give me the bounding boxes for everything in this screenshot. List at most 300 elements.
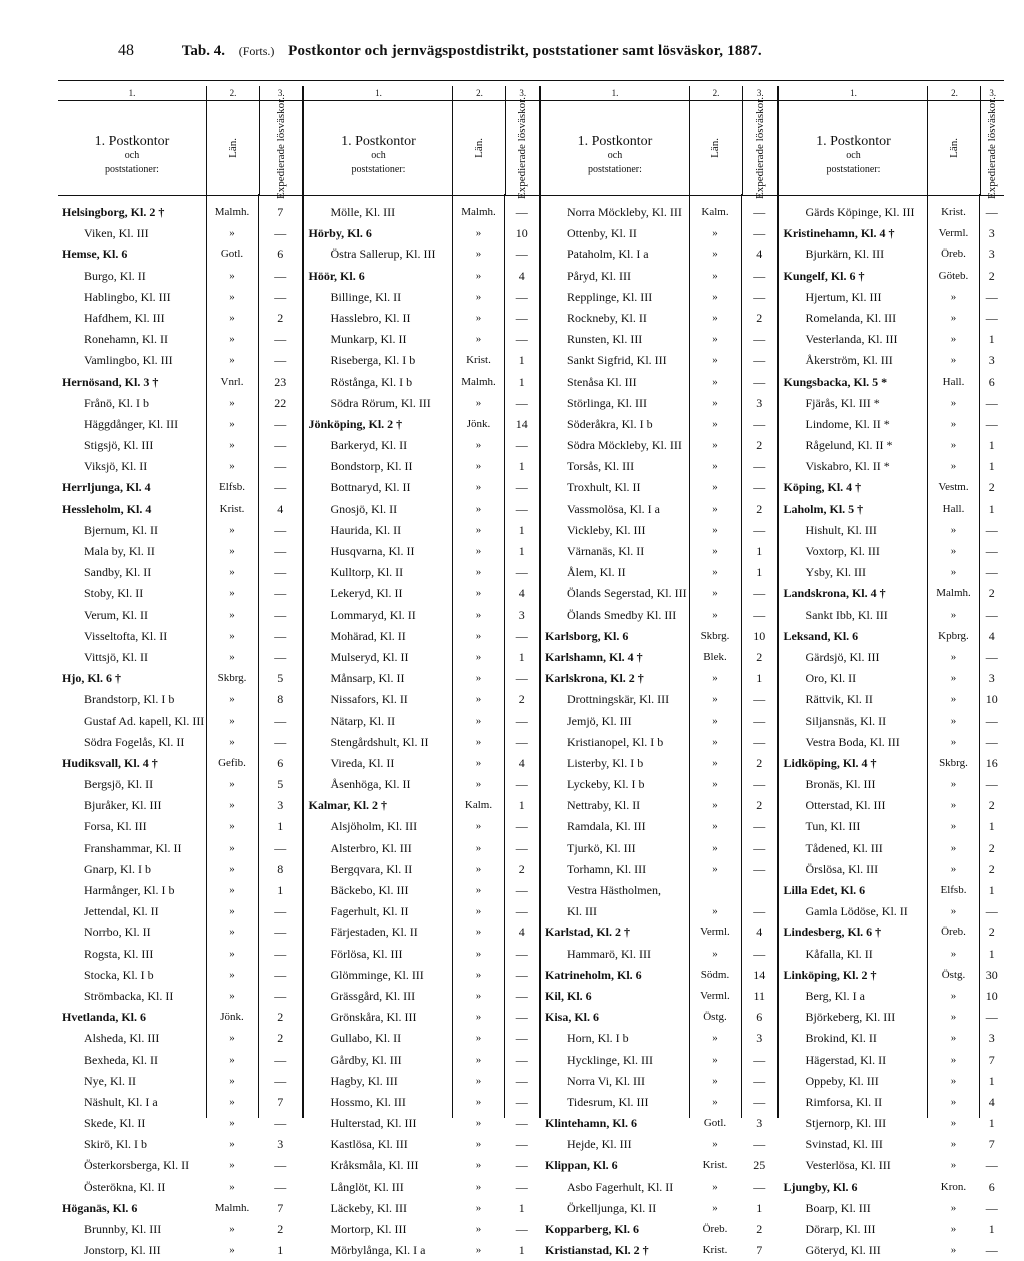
- table-row: [541, 414, 778, 435]
- table-row: [541, 901, 778, 922]
- station-name: Bäckebo, Kl. III: [330, 883, 409, 897]
- expedierade-cell: 10: [985, 988, 998, 1003]
- column-header: [58, 96, 302, 200]
- lan-cell: »: [712, 756, 718, 769]
- station-name: Höör, Kl. 6: [308, 268, 365, 283]
- table-row: [304, 1177, 539, 1198]
- lan-cell: »: [475, 1159, 482, 1172]
- lan-cell: »: [475, 650, 482, 663]
- expedierade-cell: 4: [988, 628, 995, 643]
- page-title: Postkontor och jernvägspostdistrikt, poststationer samt lösväskor, 1887.: [288, 43, 762, 59]
- table-row: [779, 308, 1004, 329]
- station-name: Rogsta, Kl. III: [84, 946, 154, 961]
- table-row: [779, 266, 1004, 287]
- expedierade-cell: —: [985, 1010, 998, 1025]
- lan-cell: »: [475, 672, 482, 685]
- lan-cell: Elfsb.: [940, 884, 967, 896]
- expedierade-cell: 16: [985, 755, 998, 770]
- lan-cell: »: [229, 354, 235, 367]
- table-row: [541, 308, 778, 329]
- table-row: [304, 1155, 539, 1176]
- lan-cell: Krist.: [219, 502, 245, 515]
- station-name: Kastlösa, Kl. III: [330, 1137, 408, 1152]
- lan-cell: »: [712, 248, 718, 261]
- lan-cell: »: [475, 481, 482, 494]
- lan-cell: »: [712, 502, 718, 515]
- lan-cell: Gefib.: [218, 756, 246, 769]
- station-name: Vestra Boda, Kl. III: [805, 734, 900, 749]
- station-name: Gärds Köpinge, Kl. III: [805, 205, 915, 219]
- table-row: [541, 816, 778, 837]
- table-row: [58, 816, 302, 837]
- lan-cell: »: [475, 502, 482, 515]
- lan-cell: »: [712, 1095, 718, 1108]
- expedierade-cell: 4: [518, 755, 525, 770]
- expedierade-cell: —: [985, 607, 998, 622]
- station-name: Månsarp, Kl. II: [330, 671, 405, 686]
- table-row: [779, 1134, 1004, 1155]
- table-row: [304, 244, 539, 265]
- lan-cell: »: [475, 778, 482, 791]
- expedierade-cell: 7: [756, 1243, 763, 1258]
- lan-cell: »: [950, 1138, 957, 1151]
- table-row: [58, 372, 302, 393]
- expedierade-cell: 1: [988, 438, 995, 453]
- table-row: [58, 1219, 302, 1240]
- station-name: Norra Vi, Kl. III: [566, 1073, 646, 1088]
- lan-cell: Krist.: [702, 1244, 728, 1257]
- station-name: Burgo, Kl. II: [84, 268, 146, 283]
- station-name: Listerby, Kl. I b: [566, 755, 644, 770]
- station-name: Pataholm, Kl. I a: [566, 247, 649, 262]
- lan-cell: »: [229, 439, 235, 452]
- station-name: Bjurkärn, Kl. III: [805, 247, 885, 262]
- expedierade-cell: —: [274, 480, 287, 495]
- table-row: [58, 1177, 302, 1198]
- lan-cell: »: [475, 884, 482, 896]
- table-row: [304, 986, 539, 1007]
- station-name: Karlskrona, Kl. 2 †: [544, 671, 644, 686]
- expedierade-cell: —: [753, 459, 766, 474]
- lan-cell: »: [475, 735, 482, 748]
- station-name: Rågelund, Kl. II *: [805, 438, 893, 453]
- lan-cell: »: [950, 1201, 957, 1214]
- station-name: Fjärås, Kl. III *: [805, 395, 880, 410]
- lan-cell: »: [950, 1011, 957, 1024]
- expedierade-cell: —: [274, 565, 287, 580]
- expedierade-cell: 5: [277, 777, 284, 792]
- lan-cell: »: [475, 545, 482, 557]
- expedierade-cell: —: [985, 289, 998, 304]
- station-name: Höganäs, Kl. 6: [62, 1200, 138, 1215]
- lan-cell: »: [950, 799, 957, 812]
- lan-cell: »: [229, 1138, 235, 1151]
- station-name: Brunnby, Kl. III: [84, 1222, 162, 1236]
- table-row: [779, 329, 1004, 350]
- expedierade-cell: 6: [988, 374, 995, 389]
- table-row: [779, 435, 1004, 456]
- table-row: [541, 774, 778, 795]
- lan-cell: »: [950, 1159, 957, 1172]
- table-row: [541, 287, 778, 308]
- expedierade-cell: 1: [988, 883, 995, 897]
- expedierade-cell: —: [753, 840, 766, 855]
- table-row: [541, 965, 778, 986]
- lan-cell: »: [475, 756, 482, 769]
- table-row: [304, 626, 539, 647]
- lan-cell: Jönk.: [466, 417, 491, 430]
- lan-cell: »: [950, 1223, 957, 1235]
- table-row: [304, 1007, 539, 1028]
- lan-cell: »: [475, 1223, 482, 1235]
- column-numbers: [779, 86, 1004, 101]
- page-number: 48: [118, 42, 134, 59]
- column-number: 2.: [206, 86, 259, 100]
- expedierade-cell: —: [515, 840, 528, 855]
- lan-cell: Öreb.: [941, 248, 966, 261]
- station-name: Köping, Kl. 4 †: [783, 480, 862, 495]
- table-row: [304, 350, 539, 371]
- lan-cell: Kalm.: [701, 206, 729, 218]
- expedierade-cell: —: [985, 777, 998, 792]
- station-name: Verum, Kl. II: [84, 607, 148, 622]
- lan-cell: »: [950, 693, 957, 706]
- header-expedierade-text: Expedierade lösväskor.: [753, 96, 766, 200]
- station-name: Hörby, Kl. 6: [308, 226, 372, 241]
- station-name: Sandby, Kl. II: [84, 565, 152, 580]
- lan-cell: »: [712, 841, 718, 854]
- expedierade-cell: —: [274, 607, 287, 622]
- station-name: Mölle, Kl. III: [330, 205, 396, 219]
- table-row: [304, 732, 539, 753]
- table-row: [779, 414, 1004, 435]
- expedierade-cell: —: [274, 840, 287, 855]
- table-row: [779, 1050, 1004, 1071]
- station-name: Horn, Kl. I b: [566, 1031, 629, 1046]
- station-name: Berg, Kl. I a: [805, 988, 865, 1003]
- expedierade-cell: —: [515, 819, 528, 834]
- station-name: Haurida, Kl. II: [330, 522, 402, 537]
- table-row: [541, 1155, 778, 1176]
- table-row: [779, 223, 1004, 244]
- expedierade-cell: —: [985, 1158, 998, 1173]
- table-column-block: [777, 86, 1004, 1258]
- lan-cell: »: [712, 523, 718, 536]
- lan-cell: »: [712, 799, 718, 812]
- station-name: Mulseryd, Kl. II: [330, 649, 409, 664]
- expedierade-cell: 2: [756, 755, 763, 770]
- table-row: [541, 880, 778, 901]
- station-name: Karlshamn, Kl. 4 †: [544, 649, 643, 664]
- table-row: [58, 965, 302, 986]
- table-row: [779, 816, 1004, 837]
- lan-cell: »: [229, 333, 235, 346]
- lan-cell: »: [229, 862, 235, 875]
- table-row: [304, 223, 539, 244]
- expedierade-cell: —: [515, 501, 528, 516]
- station-name: Alsterbro, Kl. III: [330, 840, 412, 855]
- table-row: [58, 605, 302, 626]
- expedierade-cell: 1: [988, 501, 995, 516]
- expedierade-cell: 1: [988, 459, 995, 474]
- lan-cell: »: [229, 1117, 235, 1130]
- expedierade-cell: —: [985, 395, 998, 410]
- header-text: och: [846, 150, 861, 161]
- station-name: Tun, Kl. III: [805, 819, 861, 834]
- expedierade-cell: —: [515, 1073, 528, 1088]
- expedierade-cell: 6: [756, 1010, 763, 1025]
- column-number: 3.: [505, 86, 539, 100]
- table-row: [58, 689, 302, 710]
- expedierade-cell: —: [753, 1052, 766, 1067]
- lan-cell: »: [712, 333, 718, 346]
- expedierade-cell: —: [274, 268, 287, 283]
- lan-cell: »: [229, 884, 235, 896]
- table-row: [541, 838, 778, 859]
- lan-cell: Gotl.: [220, 248, 244, 261]
- lan-cell: »: [712, 417, 718, 430]
- station-name: Ljungby, Kl. 6: [783, 1179, 858, 1194]
- expedierade-cell: —: [985, 310, 998, 325]
- lan-cell: »: [950, 523, 957, 536]
- lan-cell: »: [950, 989, 957, 1002]
- expedierade-cell: —: [515, 332, 528, 347]
- station-name: Oppeby, Kl. III: [805, 1073, 879, 1088]
- table-row: [779, 838, 1004, 859]
- station-name: Mala by, Kl. II: [84, 544, 155, 558]
- expedierade-cell: —: [274, 967, 287, 982]
- station-name: Vesterlösa, Kl. III: [805, 1158, 891, 1173]
- expedierade-cell: —: [753, 522, 766, 537]
- station-name: Södra Rörum, Kl. III: [330, 395, 431, 410]
- table-row: [304, 816, 539, 837]
- lan-cell: »: [712, 545, 718, 557]
- expedierade-cell: 2: [277, 1010, 284, 1025]
- lan-cell: »: [229, 841, 235, 854]
- lan-cell: »: [475, 566, 482, 579]
- station-name: Sankt Ibb, Kl. III: [805, 607, 888, 622]
- expedierade-cell: —: [274, 925, 287, 940]
- lan-cell: »: [712, 672, 718, 685]
- station-name: Hablingbo, Kl. III: [84, 289, 171, 304]
- lan-cell: »: [475, 333, 482, 346]
- lan-cell: »: [712, 566, 718, 579]
- station-name: Billinge, Kl. II: [330, 289, 402, 304]
- table-row: [304, 901, 539, 922]
- table-row: [304, 838, 539, 859]
- station-name: Nettraby, Kl. II: [566, 798, 641, 813]
- expedierade-cell: —: [274, 628, 287, 643]
- station-name: Klippan, Kl. 6: [544, 1158, 618, 1173]
- lan-cell: »: [950, 841, 957, 854]
- lan-cell: Östg.: [941, 968, 966, 981]
- expedierade-cell: —: [753, 1179, 766, 1194]
- table-row: [779, 456, 1004, 477]
- station-name: Torhamn, Kl. III: [566, 861, 647, 876]
- lan-cell: Blek.: [703, 650, 727, 663]
- lan-cell: »: [229, 587, 235, 600]
- header-postkontor: [541, 101, 689, 195]
- station-name: Hossmo, Kl. III: [330, 1094, 406, 1109]
- station-name: Laholm, Kl. 5 †: [783, 501, 864, 516]
- station-name: Helsingborg, Kl. 2 †: [62, 205, 165, 219]
- station-name: Vestra Hästholmen,: [566, 883, 661, 897]
- station-name: Ronehamn, Kl. II: [84, 332, 168, 347]
- lan-cell: »: [229, 1244, 235, 1257]
- expedierade-cell: 1: [518, 353, 525, 368]
- expedierade-cell: 2: [988, 925, 995, 940]
- table-row: [304, 477, 539, 498]
- expedierade-cell: 2: [756, 1222, 763, 1236]
- expedierade-cell: —: [753, 777, 766, 792]
- table-row: [779, 393, 1004, 414]
- table-row: [304, 668, 539, 689]
- expedierade-cell: —: [515, 713, 528, 728]
- expedierade-cell: 3: [988, 1031, 995, 1046]
- header-text: poststationer:: [105, 164, 159, 175]
- table-row: [779, 499, 1004, 520]
- table-rows: [58, 196, 302, 1261]
- table-row: [779, 626, 1004, 647]
- table-row: [304, 753, 539, 774]
- expedierade-cell: 2: [988, 586, 995, 601]
- expedierade-cell: —: [753, 289, 766, 304]
- lan-cell: »: [229, 650, 235, 663]
- table-row: [779, 1113, 1004, 1134]
- lan-cell: »: [475, 947, 482, 960]
- lan-cell: »: [229, 1032, 235, 1045]
- lan-cell: »: [475, 227, 482, 240]
- station-name: Hycklinge, Kl. III: [566, 1052, 653, 1067]
- expedierade-cell: —: [515, 1137, 528, 1152]
- expedierade-cell: —: [274, 988, 287, 1003]
- station-name: Bergsjö, Kl. II: [84, 777, 154, 792]
- lan-cell: »: [229, 417, 235, 430]
- lan-cell: »: [950, 460, 957, 473]
- lan-cell: »: [950, 566, 957, 579]
- header-expedierade: [980, 96, 1004, 200]
- lan-cell: »: [712, 290, 718, 303]
- table-row: [58, 1092, 302, 1113]
- table-row: [779, 520, 1004, 541]
- station-name: Leksand, Kl. 6: [783, 628, 859, 643]
- station-name: Stigsjö, Kl. III: [84, 438, 154, 453]
- expedierade-cell: 1: [518, 1243, 525, 1258]
- station-name: Skirö, Kl. I b: [84, 1137, 147, 1152]
- expedierade-cell: 1: [518, 374, 525, 389]
- table-row: [779, 732, 1004, 753]
- lan-cell: »: [229, 693, 235, 706]
- expedierade-cell: 7: [277, 1200, 284, 1215]
- station-name: Östra Sallerup, Kl. III: [330, 247, 436, 262]
- station-name: Vassmolösa, Kl. I a: [566, 501, 660, 516]
- station-name: Kristianstad, Kl. 2 †: [544, 1243, 649, 1258]
- expedierade-cell: 1: [518, 1200, 525, 1215]
- table-row: [779, 901, 1004, 922]
- lan-cell: »: [950, 396, 957, 409]
- lan-cell: »: [950, 905, 957, 918]
- lan-cell: »: [950, 778, 957, 791]
- table-row: [304, 1240, 539, 1261]
- table-row: [304, 774, 539, 795]
- station-name: Österkorsberga, Kl. II: [84, 1158, 190, 1173]
- table-row: [304, 393, 539, 414]
- station-name: Gnarp, Kl. I b: [84, 861, 151, 876]
- header-lan: [206, 101, 259, 195]
- expedierade-cell: —: [985, 734, 998, 749]
- station-name: Hägerstad, Kl. II: [805, 1052, 887, 1067]
- station-name: Bondstorp, Kl. II: [330, 459, 413, 474]
- lan-cell: Kalm.: [464, 799, 493, 812]
- station-name: Värnanäs, Kl. II: [566, 544, 645, 558]
- table-row: [58, 753, 302, 774]
- table-row: [541, 266, 778, 287]
- expedierade-cell: —: [985, 1200, 998, 1215]
- station-name: Katrineholm, Kl. 6: [544, 967, 642, 982]
- column-number: 3.: [259, 86, 302, 100]
- table-row: [541, 350, 778, 371]
- station-name: Hernösand, Kl. 3 †: [62, 374, 159, 389]
- table-row: [58, 944, 302, 965]
- lan-cell: »: [475, 1201, 482, 1214]
- table-row: [58, 647, 302, 668]
- station-name: Strömbacka, Kl. II: [84, 988, 174, 1003]
- header-text: poststationer:: [588, 164, 642, 175]
- station-name: Torsås, Kl. III: [566, 459, 635, 474]
- lan-cell: Kron.: [940, 1180, 967, 1193]
- station-name: Romelanda, Kl. III: [805, 310, 897, 325]
- expedierade-cell: —: [274, 713, 287, 728]
- table-row: [779, 541, 1004, 562]
- lan-cell: »: [475, 1032, 482, 1045]
- station-name: Visseltofta, Kl. II: [84, 628, 168, 643]
- lan-cell: »: [475, 968, 482, 981]
- expedierade-cell: —: [753, 332, 766, 347]
- station-name: Stoby, Kl. II: [84, 586, 144, 601]
- lan-cell: »: [712, 481, 718, 494]
- expedierade-cell: 7: [988, 1052, 995, 1067]
- station-name: Bjernum, Kl. II: [84, 522, 158, 537]
- station-name: Husqvarna, Kl. II: [330, 544, 415, 558]
- expedierade-cell: 1: [988, 1222, 995, 1236]
- station-name: Södra Fogelås, Kl. II: [84, 734, 185, 749]
- header-expedierade: [742, 96, 778, 200]
- lan-cell: »: [475, 608, 482, 621]
- header-text: 1. Postkontor: [816, 134, 891, 149]
- header-lan-text: Län.: [226, 138, 239, 158]
- table-row: [58, 308, 302, 329]
- station-name: Klintehamn, Kl. 6: [544, 1116, 637, 1131]
- lan-cell: »: [712, 714, 718, 727]
- lan-cell: »: [229, 629, 235, 642]
- lan-cell: »: [950, 735, 957, 748]
- expedierade-cell: 3: [988, 671, 995, 686]
- lan-cell: Hall.: [942, 502, 965, 515]
- station-name: Norrbo, Kl. II: [84, 925, 151, 940]
- table-row: [58, 732, 302, 753]
- header-text: 1. Postkontor: [577, 134, 653, 149]
- lan-cell: »: [712, 439, 718, 452]
- table-row: [58, 774, 302, 795]
- lan-cell: »: [229, 1095, 235, 1108]
- station-name: Vickleby, Kl. III: [566, 522, 646, 537]
- table-row: [541, 753, 778, 774]
- lan-cell: »: [712, 354, 718, 367]
- table-row: [779, 859, 1004, 880]
- table-row: [779, 1071, 1004, 1092]
- lan-cell: »: [475, 439, 482, 452]
- expedierade-cell: —: [515, 480, 528, 495]
